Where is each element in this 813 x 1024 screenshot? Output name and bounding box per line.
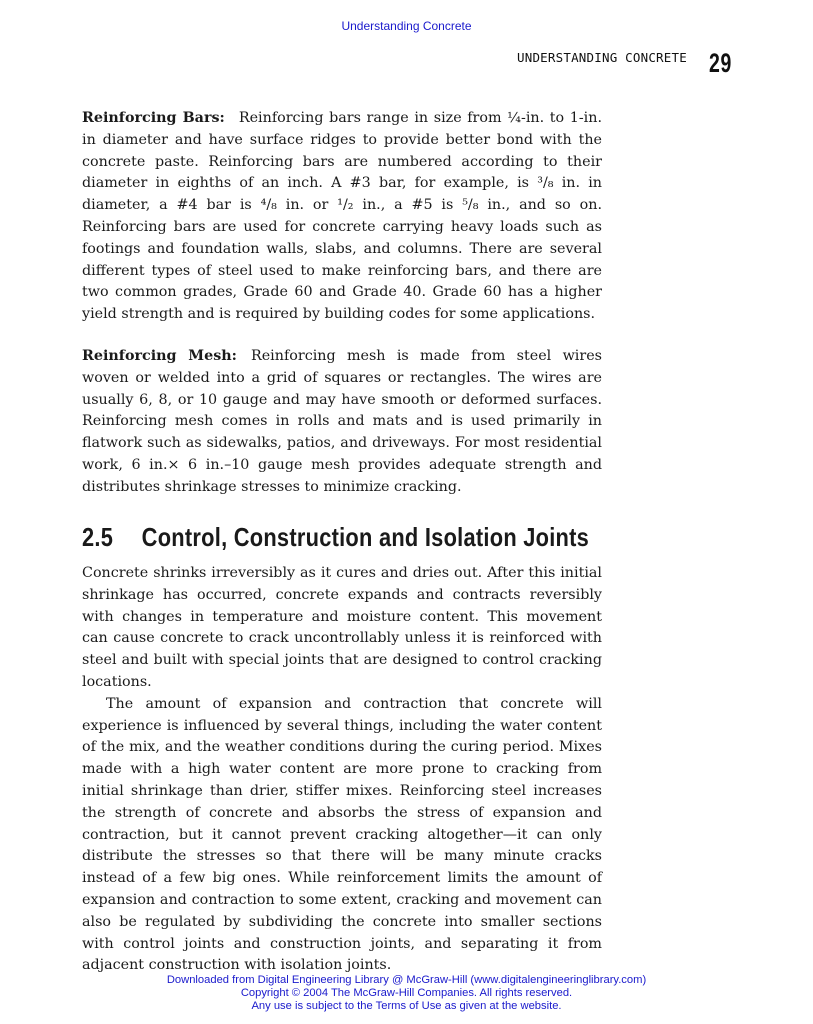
reinforcing-mesh-section bbox=[82, 346, 602, 499]
footer-terms-link[interactable]: Any use is subject to the Terms of Use as given at the website. bbox=[251, 1000, 562, 1012]
reinforcing-bars-section bbox=[82, 108, 602, 326]
section-number: 2.5 bbox=[82, 522, 114, 552]
joints-section-body bbox=[82, 563, 602, 977]
footer-download-link[interactable]: Downloaded from Digital Engineering Library @ McGraw-Hill (www.digitalengineeringlibrary.com) bbox=[166, 974, 647, 986]
reinforcing-mesh-term: Reinforcing Mesh: bbox=[82, 348, 237, 364]
footer bbox=[0, 974, 813, 1013]
reinforcing-mesh-text: Reinforcing mesh is made from steel wires woven or welded into a grid of squares or rectangles. The wires are usually 6, 8, or 10 gauge and may have smooth or deformed surfaces. Reinforcing mesh comes in rolls and mats and is used primarily in flatwork such as sidewalks, patios, and driveways. For most residential work, 6 in.× 6 in.–10 gauge mesh provides adequate strength and distributes shrinkage stresses to minimize cracking. bbox=[82, 348, 603, 495]
section-title: Control, Construction and Isolation Joints bbox=[141, 522, 590, 552]
reinforcing-bars-paragraph bbox=[82, 108, 602, 326]
running-head: UNDERSTANDING CONCRETE bbox=[517, 50, 687, 65]
paragraph-2: The amount of expansion and contraction that concrete will experience is influenced by several things, including the water content of the mix, and the weather conditions during the curing period. Mixes made with a high water content are more prone to cracking from initial shrinkage than drier, stiffer mixes. Reinforcing steel increases the strength of concrete and absorbs the stress of expansion and contraction, but it cannot prevent cracking altogether—it can only distribute the stresses so that there will be many minute cracks instead of a few big ones. While reinforcement limits the amount of expansion and contraction to some extent, cracking and movement can also be regulated by subdividing the concrete into smaller sections with control joints and construction joints, and separating it from adjacent construction with isolation joints. bbox=[82, 695, 602, 974]
reinforcing-bars-text: Reinforcing bars range in size from ¼-in. to 1-in. in diameter and have surface ridges to provide better bond with the concrete paste. Reinforcing bars are numbered according to their diameter in eighths of an inch. A #3 bar, for example, is ³/₈ in. in diameter, a #4 bar is ⁴/₈ in. or ¹/₂ in., a #5 is ⁵/₈ in., and so on. Reinforcing bars are used for concrete carrying heavy loads such as footings and foundation walls, slabs, and columns. There are several different types of steel used to make reinforcing bars, and there are two common grades, Grade 60 and Grade 40. Grade 60 has a higher yield strength and is required by building codes for some applications. bbox=[82, 110, 603, 323]
reinforcing-mesh-paragraph bbox=[82, 346, 602, 499]
top-link[interactable]: Understanding Concrete bbox=[341, 19, 472, 33]
reinforcing-bars-term: Reinforcing Bars: bbox=[82, 110, 225, 126]
section-heading bbox=[82, 522, 589, 553]
page-number: 29 bbox=[709, 48, 733, 78]
footer-copyright: Copyright © 2004 The McGraw-Hill Companies. All rights reserved. bbox=[240, 987, 573, 999]
paragraph-1: Concrete shrinks irreversibly as it cures and dries out. After this initial shrinkage has occurred, concrete expands and contracts reversibly with changes in temperature and moisture content. This movement can cause concrete to crack uncontrollably unless it is reinforced with steel and built with special joints that are designed to control cracking locations. bbox=[82, 565, 602, 690]
